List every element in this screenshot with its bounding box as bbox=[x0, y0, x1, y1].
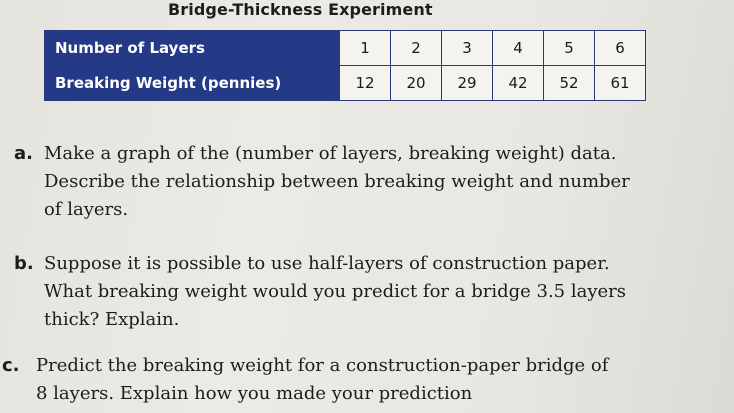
row-value-cell: 20 bbox=[391, 66, 442, 101]
question-text: thick? Explain. bbox=[44, 309, 180, 330]
question-text: Describe the relationship between breaking weight and number bbox=[44, 171, 630, 192]
question-a bbox=[14, 140, 630, 224]
header-value-cell: 3 bbox=[442, 31, 493, 66]
row-value-cell: 12 bbox=[340, 66, 391, 101]
question-c bbox=[2, 352, 608, 408]
question-text: Make a graph of the (number of layers, breaking weight) data. bbox=[44, 143, 617, 164]
question-letter: b. bbox=[14, 253, 34, 274]
header-label-cell: Number of Layers bbox=[45, 31, 340, 66]
header-value-cell: 1 bbox=[340, 31, 391, 66]
row-label-cell: Breaking Weight (pennies) bbox=[45, 66, 340, 101]
question-text: Suppose it is possible to use half-layers of construction paper. bbox=[44, 253, 610, 274]
table-data-row bbox=[45, 66, 646, 101]
question-text: What breaking weight would you predict for a bridge 3.5 layers bbox=[44, 281, 627, 302]
header-value-cell: 2 bbox=[391, 31, 442, 66]
row-value-cell: 52 bbox=[544, 66, 595, 101]
header-value-cell: 5 bbox=[544, 31, 595, 66]
row-value-cell: 61 bbox=[595, 66, 646, 101]
page-title: Bridge-Thickness Experiment bbox=[168, 0, 433, 19]
question-text: of layers. bbox=[44, 199, 129, 220]
row-value-cell: 29 bbox=[442, 66, 493, 101]
row-value-cell: 42 bbox=[493, 66, 544, 101]
data-table bbox=[44, 30, 646, 101]
header-value-cell: 6 bbox=[595, 31, 646, 66]
question-text: Predict the breaking weight for a construction-paper bridge of bbox=[36, 355, 609, 376]
header-value-cell: 4 bbox=[493, 31, 544, 66]
question-b bbox=[14, 250, 626, 334]
question-text: 8 layers. Explain how you made your prediction bbox=[36, 383, 473, 404]
table-header-row bbox=[45, 31, 646, 66]
question-letter: a. bbox=[14, 143, 33, 164]
question-letter: c. bbox=[2, 355, 20, 376]
